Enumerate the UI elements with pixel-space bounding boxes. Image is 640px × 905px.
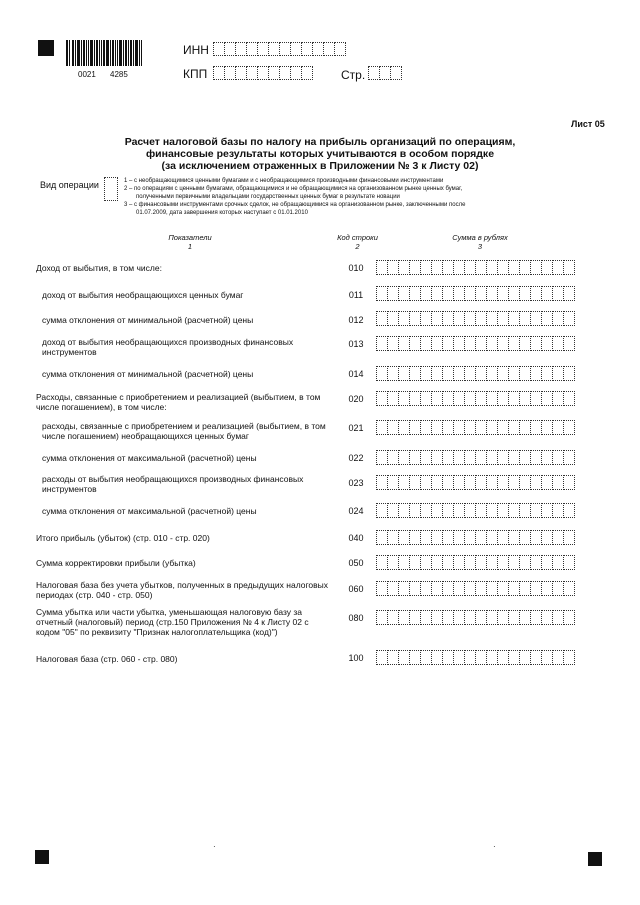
amount-field[interactable] bbox=[376, 391, 574, 406]
row-label: сумма отклонения от минимальной (расчетной) цены bbox=[42, 315, 254, 325]
row-label: сумма отклонения от минимальной (расчетной) цены bbox=[42, 369, 254, 379]
amount-field[interactable] bbox=[376, 260, 574, 275]
amount-field[interactable] bbox=[376, 530, 574, 545]
title-line: финансовые результаты которых учитываются в особом порядке bbox=[145, 148, 495, 160]
amount-field[interactable] bbox=[376, 503, 574, 518]
operation-type-option: полученными первичными владельцами государственных ценных бумаг в результате новации bbox=[136, 194, 400, 200]
amount-digit-cell[interactable] bbox=[563, 530, 575, 545]
operation-type-option: 3 – с финансовыми инструментами срочных сделок, не обращающимися на организованном рынке, заключенными после bbox=[124, 202, 466, 208]
row-label: расходы от выбытия необращающихся производных финансовых инструментов bbox=[42, 474, 304, 494]
amount-digit-cell[interactable] bbox=[563, 450, 575, 465]
row-label: расходы, связанные с приобретением и реализацией (выбытием, в том числе погашением) необращающихся ценных бумаг bbox=[42, 421, 326, 441]
row-label: Налоговая база (стр. 060 - стр. 080) bbox=[36, 654, 178, 664]
operation-type-option: 01.07.2009, дата завершения которых наступает с 01.01.2010 bbox=[136, 210, 308, 216]
registration-marker-bottom-left bbox=[35, 850, 49, 864]
amount-digit-cell[interactable] bbox=[563, 286, 575, 301]
amount-digit-cell[interactable] bbox=[563, 650, 575, 665]
title-line: (за исключением отраженных в Приложении № 3 к Листу 02) bbox=[161, 160, 479, 172]
title-line: Расчет налоговой базы по налогу на прибыль организаций по операциям, bbox=[124, 136, 516, 148]
operation-type-option: 1 – с необращающимися ценными бумагами и с необращающимися производными финансовыми инструментами bbox=[124, 178, 444, 184]
inn-label: ИНН bbox=[183, 43, 209, 57]
amount-field[interactable] bbox=[376, 286, 574, 301]
row-code: 100 bbox=[348, 653, 364, 663]
row-label: Итого прибыль (убыток) (стр. 010 - стр. 020) bbox=[36, 533, 210, 543]
operation-type-label: Вид операции bbox=[40, 180, 99, 190]
row-label: сумма отклонения от максимальной (расчетной) цены bbox=[42, 453, 257, 463]
row-label: доход от выбытия необращающихся ценных бумаг bbox=[42, 290, 244, 300]
amount-field[interactable] bbox=[376, 475, 574, 490]
amount-field[interactable] bbox=[376, 366, 574, 381]
amount-digit-cell[interactable] bbox=[563, 581, 575, 596]
row-code: 060 bbox=[348, 584, 364, 594]
page-number-field[interactable] bbox=[368, 66, 401, 80]
row-code: 011 bbox=[348, 290, 364, 300]
amount-digit-cell[interactable] bbox=[563, 336, 575, 351]
row-label: сумма отклонения от максимальной (расчетной) цены bbox=[42, 506, 257, 516]
column-header-indicators: Показатели 1 bbox=[168, 233, 212, 251]
amount-digit-cell[interactable] bbox=[563, 610, 575, 625]
amount-digit-cell[interactable] bbox=[563, 503, 575, 518]
amount-field[interactable] bbox=[376, 420, 574, 435]
row-label: доход от выбытия необращающихся производных финансовых инструментов bbox=[42, 337, 294, 357]
amount-digit-cell[interactable] bbox=[563, 555, 575, 570]
row-code: 021 bbox=[348, 423, 364, 433]
registration-marker-bottom-right bbox=[588, 852, 602, 866]
sheet-label: Лист 05 bbox=[571, 119, 605, 129]
form-title bbox=[110, 136, 530, 172]
row-label: Сумма убытка или части убытка, уменьшающая налоговую базу за отчетный (налоговый) период (стр.150 Приложения № 4 к Листу 02 с кодом "05" по реквизиту "Признак налогоплательщика (код)") bbox=[36, 607, 309, 637]
kpp-field[interactable] bbox=[213, 66, 312, 80]
amount-digit-cell[interactable] bbox=[563, 420, 575, 435]
amount-field[interactable] bbox=[376, 450, 574, 465]
barcode bbox=[66, 40, 142, 66]
amount-field[interactable] bbox=[376, 581, 574, 596]
scan-dot: · bbox=[493, 842, 496, 851]
column-header-code: Код строки 2 bbox=[337, 233, 378, 251]
row-code: 050 bbox=[348, 558, 364, 568]
barcode-number-left: 0021 bbox=[78, 70, 96, 79]
row-label: Сумма корректировки прибыли (убытка) bbox=[36, 558, 196, 568]
row-code: 013 bbox=[348, 339, 364, 349]
operation-type-field[interactable] bbox=[104, 177, 118, 201]
amount-digit-cell[interactable] bbox=[563, 475, 575, 490]
amount-field[interactable] bbox=[376, 650, 574, 665]
registration-marker-top-left bbox=[38, 40, 54, 56]
row-code: 022 bbox=[348, 453, 364, 463]
row-code: 014 bbox=[348, 369, 364, 379]
row-code: 024 bbox=[348, 506, 364, 516]
inn-field[interactable] bbox=[213, 42, 345, 56]
row-code: 020 bbox=[348, 394, 364, 404]
row-label: Расходы, связанные с приобретением и реализацией (выбытием, в том числе погашением), в том числе: bbox=[36, 392, 321, 412]
row-label: Налоговая база без учета убытков, полученных в предыдущих налоговых периодах (стр. 040 - стр. 050) bbox=[36, 580, 328, 600]
column-header-sum: Сумма в рублях 3 bbox=[452, 233, 508, 251]
operation-type-option: 2 – по операциям с ценными бумагами, обращающимися и не обращающимися на организованном рынке ценных бумаг, bbox=[124, 186, 463, 192]
page-label: Стр. bbox=[341, 68, 366, 82]
amount-digit-cell[interactable] bbox=[563, 311, 575, 326]
amount-field[interactable] bbox=[376, 555, 574, 570]
barcode-number-right: 4285 bbox=[110, 70, 128, 79]
row-code: 012 bbox=[348, 315, 364, 325]
row-code: 080 bbox=[348, 613, 364, 623]
kpp-label: КПП bbox=[183, 67, 208, 81]
amount-field[interactable] bbox=[376, 336, 574, 351]
row-code: 010 bbox=[348, 263, 364, 273]
row-code: 023 bbox=[348, 478, 364, 488]
amount-digit-cell[interactable] bbox=[563, 366, 575, 381]
amount-field[interactable] bbox=[376, 610, 574, 625]
row-label: Доход от выбытия, в том числе: bbox=[36, 263, 162, 273]
amount-field[interactable] bbox=[376, 311, 574, 326]
amount-digit-cell[interactable] bbox=[563, 391, 575, 406]
row-code: 040 bbox=[348, 533, 364, 543]
amount-digit-cell[interactable] bbox=[563, 260, 575, 275]
scan-dot: · bbox=[213, 842, 216, 851]
